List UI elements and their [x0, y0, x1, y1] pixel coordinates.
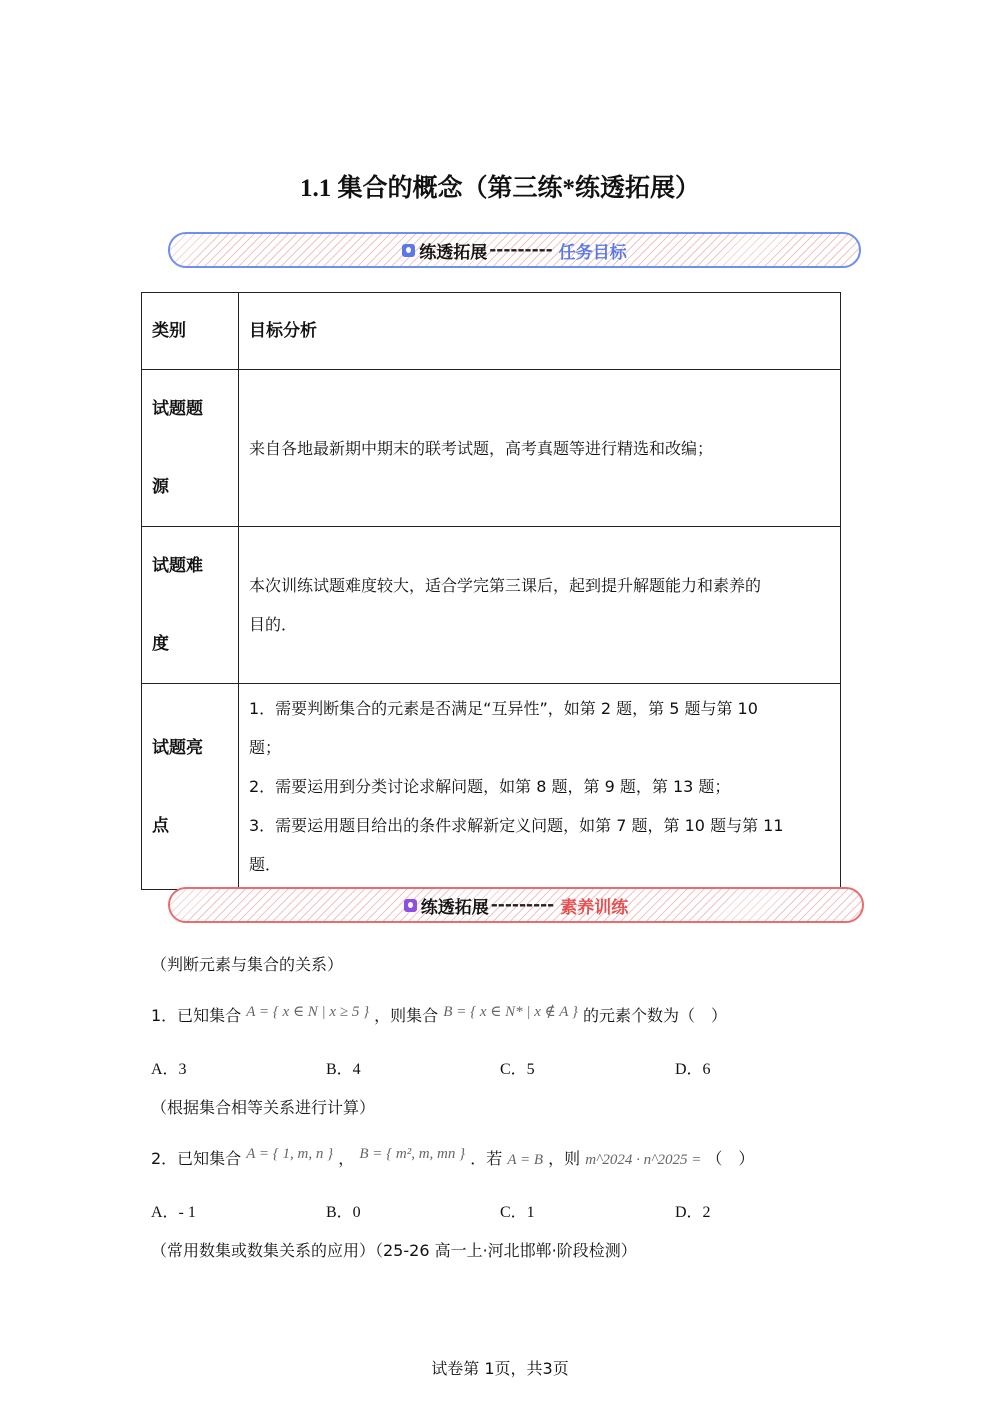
math-set-b: B = { x ∈ N* | x ∉ A }	[443, 1004, 578, 1020]
math-expression: m^2024 · n^2025 =	[585, 1152, 702, 1168]
banner-dash: ---------	[489, 240, 553, 260]
user-badge-icon	[402, 244, 415, 257]
row-label-highlights: 试题亮 点	[142, 684, 239, 890]
row-content-difficulty: 本次训练试题难度较大，适合学完第三课后，起到提升解题能力和素养的 目的．	[239, 527, 841, 684]
banner-task-goals	[168, 232, 861, 268]
row-label-source: 试题题 源	[142, 370, 239, 527]
question-suffix: 的元素个数为（ ）	[582, 1006, 727, 1025]
math-set-b: B = { m², m, mn }	[359, 1146, 466, 1162]
section-label: （常用数集或数集关系的应用）（25-26 高一上·河北邯郸·阶段检测）	[151, 1241, 637, 1260]
math-condition: A = B	[507, 1152, 543, 1168]
banner-literacy-training	[168, 887, 864, 923]
math-set-a: A = { 1, m, n }	[246, 1146, 334, 1162]
section-label: （判断元素与集合的关系）	[151, 955, 344, 974]
page-title: 1.1 集合的概念（第三练*练透拓展）	[299, 175, 700, 202]
question-then: ，则	[548, 1149, 581, 1168]
section-label: （根据集合相等关系进行计算）	[151, 1098, 376, 1117]
banner-main-label: 练透拓展	[420, 897, 489, 918]
pencil-badge-icon	[404, 899, 417, 912]
option-a[interactable]: A．- 1	[151, 1204, 196, 1221]
table-header-row	[142, 293, 841, 370]
option-c[interactable]: C．1	[500, 1204, 535, 1221]
banner-main-label: 练透拓展	[419, 242, 488, 263]
option-a[interactable]: A．3	[151, 1061, 187, 1078]
option-b[interactable]: B．4	[326, 1061, 361, 1078]
row-content-highlights: 1．需要判断集合的元素是否满足“互异性”，如第 2 题，第 5 题与第 10 题； 2．需要运用到分类讨论求解问题，如第 8 题，第 9 题，第 13 题； 3．需要运用题目给出的条件求解新定义问题，如第 7 题，第 10 题与第 11 题．	[239, 684, 841, 890]
goals-table	[141, 292, 841, 890]
banner-dash: ---------	[490, 895, 555, 915]
question-suffix: （ ）	[706, 1149, 755, 1168]
question-middle: ，则集合	[374, 1006, 439, 1025]
table-row	[142, 527, 841, 684]
option-d[interactable]: D．2	[675, 1204, 711, 1221]
question-2	[151, 1146, 754, 1169]
question-middle: ．若	[470, 1149, 503, 1168]
question-1	[151, 1002, 727, 1026]
table-row	[142, 370, 841, 527]
option-c[interactable]: C．5	[500, 1061, 535, 1078]
table-row	[142, 684, 841, 890]
option-b[interactable]: B．0	[326, 1204, 361, 1221]
option-d[interactable]: D．6	[675, 1061, 711, 1078]
header-category: 类别	[142, 293, 239, 370]
question-prefix: 2．已知集合	[151, 1149, 242, 1168]
banner-accent-label: 任务目标	[558, 242, 627, 263]
math-set-a: A = { x ∈ N | x ≥ 5 }	[246, 1004, 370, 1020]
banner-accent-label: 素养训练	[560, 897, 629, 918]
question-prefix: 1．已知集合	[151, 1006, 242, 1025]
row-content-source: 来自各地最新期中期末的联考试题，高考真题等进行精选和改编；	[239, 370, 841, 527]
header-analysis: 目标分析	[239, 293, 841, 370]
question-comma: ，	[338, 1149, 355, 1168]
row-label-difficulty: 试题难 度	[142, 527, 239, 684]
page-footer: 试卷第 1页，共3页	[431, 1359, 569, 1378]
